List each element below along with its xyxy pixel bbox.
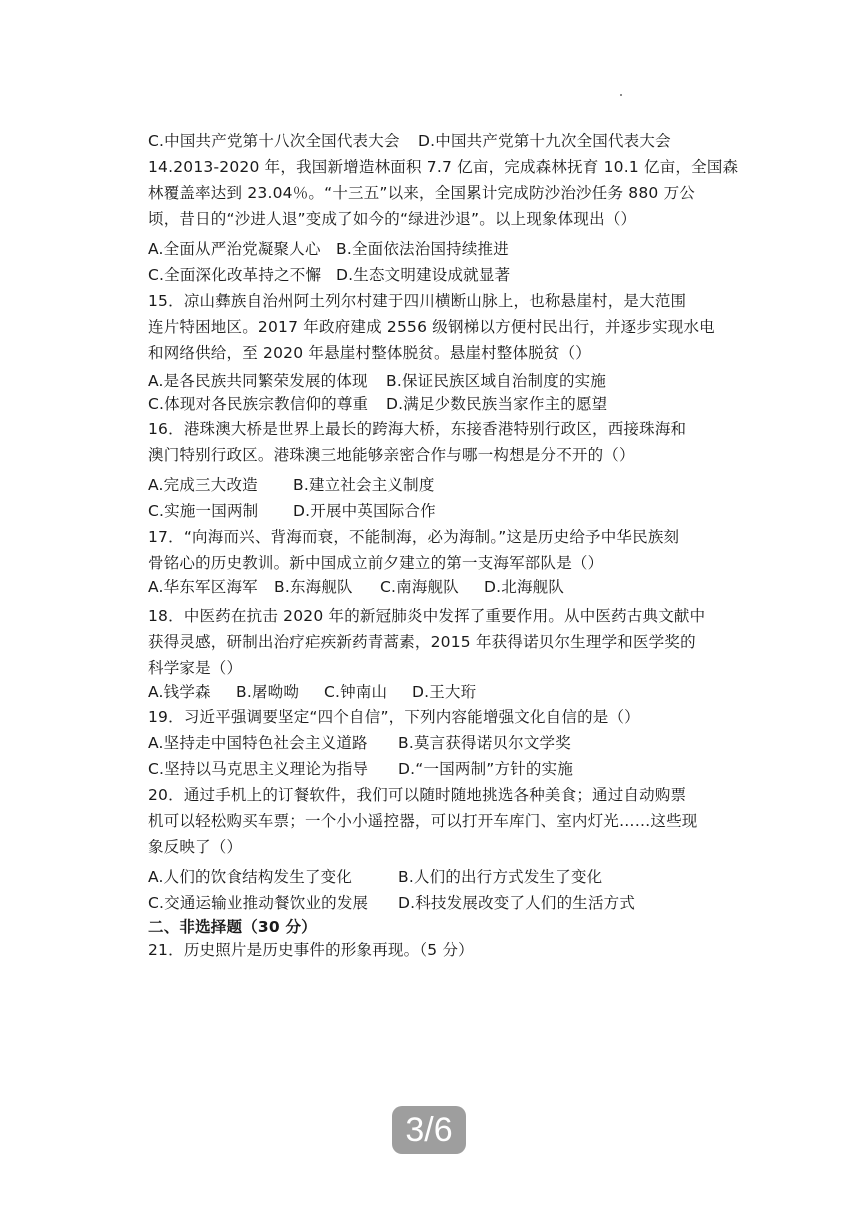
question-16 [148, 416, 728, 524]
q15-option-a: A.是各民族共同繁荣发展的体现 [148, 372, 368, 390]
q14-option-b: B.全面依法治国持续推进 [336, 240, 509, 258]
section-non-choice [148, 916, 728, 962]
q16-options-ab [148, 472, 728, 498]
q20-option-a: A.人们的饮食结构发生了变化 [148, 868, 353, 886]
q20-stem-line: 象反映了（） [148, 838, 243, 856]
q18-stem-line: 科学家是（） [148, 659, 243, 677]
q16-option-b: B.建立社会主义制度 [293, 476, 435, 494]
q20-options-ab [148, 864, 728, 890]
scan-speck [620, 94, 622, 96]
question-20 [148, 782, 728, 916]
question-21: 21．历史照片是历史事件的形象再现。（5 分） [148, 941, 474, 959]
q14-option-c: C.全面深化改革持之不懈 [148, 266, 322, 284]
q14-stem-line: 顷，昔日的“沙进人退”变成了如今的“绿进沙退”。以上现象体现出（） [148, 210, 637, 228]
q13-option-d: D.中国共产党第十九次全国代表大会 [418, 132, 671, 150]
q14-option-a: A.全面从严治党凝聚人心 [148, 240, 321, 258]
q15-stem-line: 连片特困地区。2017 年政府建成 2556 级钢梯以方便村民出行，并逐步实现水电 [148, 318, 715, 336]
q18-stem-line: 18．中医药在抗击 2020 年的新冠肺炎中发挥了重要作用。从中医药古典文献中 [148, 607, 706, 625]
q16-options-cd [148, 498, 728, 524]
q16-option-a: A.完成三大改造 [148, 476, 258, 494]
q16-stem-line: 澳门特别行政区。港珠澳三地能够亲密合作与哪一构想是分不开的（） [148, 446, 635, 464]
question-15 [148, 288, 728, 416]
q13-options-cd [148, 128, 728, 154]
q20-stem-line: 20．通过手机上的订餐软件，我们可以随时随地挑选各种美食；通过自动购票 [148, 786, 687, 804]
q17-option-b: B.东海舰队 [274, 578, 353, 596]
page-indicator: 3/6 [392, 1106, 466, 1154]
question-19 [148, 704, 728, 782]
q14-options-cd [148, 262, 728, 288]
q19-stem-line: 19．习近平强调要坚定“四个自信”，下列内容能增强文化自信的是（） [148, 708, 640, 726]
q18-options [148, 681, 728, 704]
q16-stem-line: 16．港珠澳大桥是世界上最长的跨海大桥，东接香港特别行政区，西接珠海和 [148, 420, 687, 438]
q15-stem-line: 和网络供给，至 2020 年悬崖村整体脱贫。悬崖村整体脱贫（） [148, 344, 592, 362]
q18-option-c: C.钟南山 [324, 683, 388, 701]
exam-page [148, 128, 739, 962]
q15-options-ab [148, 370, 728, 393]
q17-option-a: A.华东军区海军 [148, 578, 258, 596]
q15-options-cd [148, 393, 728, 416]
question-17 [148, 524, 728, 599]
q15-option-d: D.满足少数民族当家作主的愿望 [386, 395, 608, 413]
q19-options-cd [148, 756, 728, 782]
q20-option-d: D.科技发展改变了人们的生活方式 [398, 894, 636, 912]
q15-stem-line: 15．凉山彝族自治州阿土列尔村建于四川横断山脉上，也称悬崖村，是大范围 [148, 292, 687, 310]
q16-option-c: C.实施一国两制 [148, 502, 259, 520]
q18-option-b: B.屠呦呦 [236, 683, 300, 701]
q16-option-d: D.开展中英国际合作 [293, 502, 436, 520]
section-heading: 二、非选择题（30 分） [148, 918, 317, 936]
q18-stem-line: 获得灵感，研制出治疗疟疾新药青蒿素，2015 年获得诺贝尔生理学和医学奖的 [148, 633, 696, 651]
q19-option-a: A.坚持走中国特色社会主义道路 [148, 734, 368, 752]
q20-option-b: B.人们的出行方式发生了变化 [398, 868, 603, 886]
q17-option-d: D.北海舰队 [484, 578, 565, 596]
q18-option-a: A.钱学森 [148, 683, 211, 701]
q17-stem-line: 骨铭心的历史教训。新中国成立前夕建立的第一支海军部队是（） [148, 554, 604, 572]
q20-options-cd [148, 890, 728, 916]
q14-stem-line: 林覆盖率达到 23.04％。“十三五”以来，全国累计完成防沙治沙任务 880 万公 [148, 184, 696, 202]
q17-options [148, 576, 728, 599]
q17-stem-line: 17．“向海而兴、背海而衰，不能制海，必为海制。”这是历史给予中华民族刻 [148, 528, 680, 546]
question-18 [148, 599, 728, 704]
q15-option-b: B.保证民族区域自治制度的实施 [386, 372, 607, 390]
q14-stem-line: 14.2013-2020 年，我国新增造林面积 7.7 亿亩，完成森林抚育 10.1 亿亩，全国森 [148, 158, 739, 176]
q20-stem-line: 机可以轻松购买车票；一个小小遥控器，可以打开车库门、室内灯光……这些现 [148, 812, 698, 830]
q19-option-b: B.莫言获得诺贝尔文学奖 [398, 734, 571, 752]
q19-option-c: C.坚持以马克思主义理论为指导 [148, 760, 369, 778]
q13-option-c: C.中国共产党第十八次全国代表大会 [148, 132, 400, 150]
q19-option-d: D.“一国两制”方针的实施 [398, 760, 574, 778]
q20-option-c: C.交通运输业推动餐饮业的发展 [148, 894, 369, 912]
q19-options-ab [148, 730, 728, 756]
q17-option-c: C.南海舰队 [380, 578, 459, 596]
q14-option-d: D.生态文明建设成就显著 [336, 266, 511, 284]
q14-options-ab [148, 236, 728, 262]
q15-option-c: C.体现对各民族宗教信仰的尊重 [148, 395, 369, 413]
question-14 [148, 154, 739, 288]
q18-option-d: D.王大珩 [412, 683, 477, 701]
